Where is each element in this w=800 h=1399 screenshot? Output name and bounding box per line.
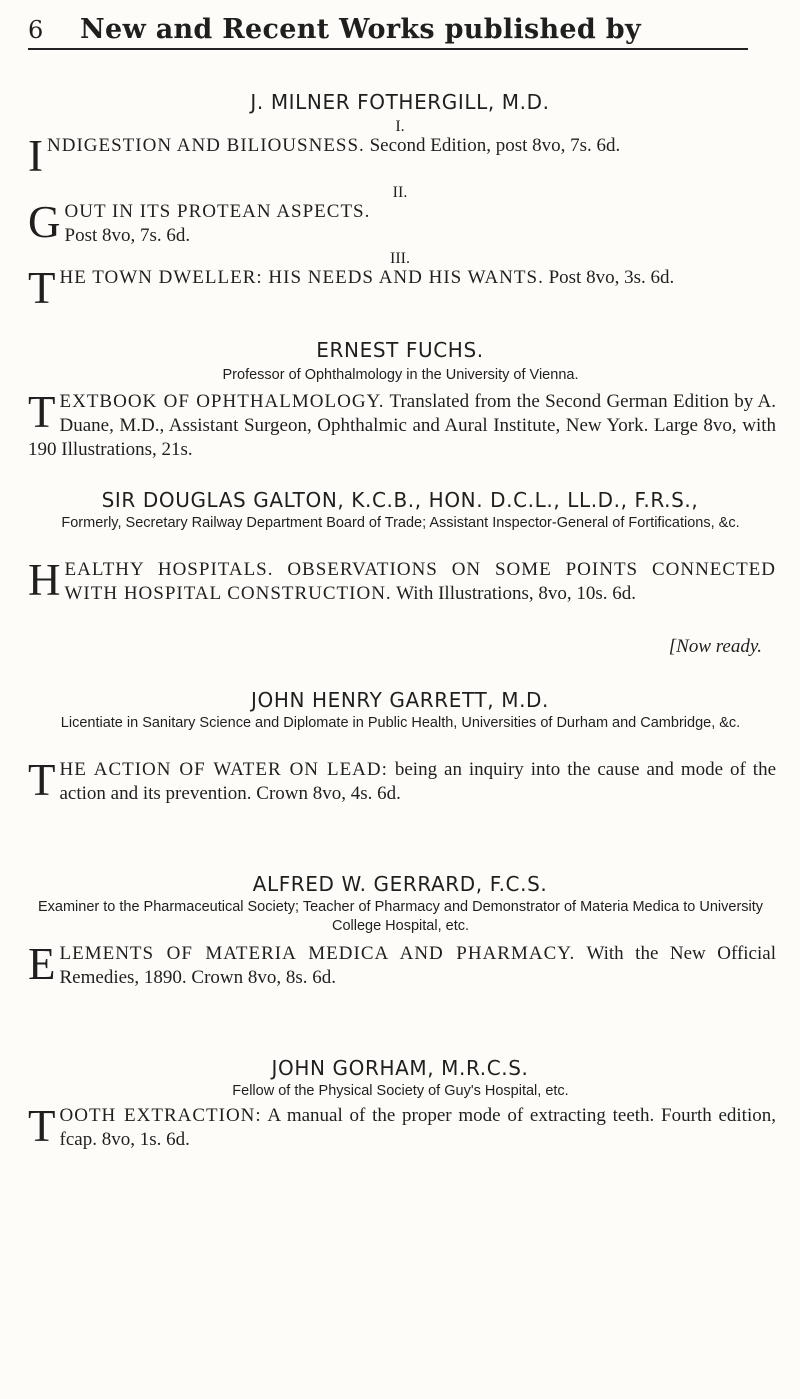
book-details: Post 8vo, 7s. 6d. [64, 225, 191, 246]
book-details: A manual of the proper mode of extracting teeth. Fourth edition, fcap. 8vo, 1s. 6d. [59, 1105, 776, 1150]
work-numeral: III. [390, 250, 410, 267]
author-heading: SIR DOUGLAS GALTON, K.C.B., HON. D.C.L., LL.D., F.R.S., [101, 488, 699, 512]
book-entry [28, 1101, 776, 1152]
book-title: OOTH EXTRACTION: [59, 1105, 262, 1126]
book-title: HE ACTION OF WATER ON LEAD: [59, 759, 388, 780]
drop-cap: T [28, 1101, 56, 1151]
availability-note: [Now ready. [668, 636, 762, 657]
running-title: New and Recent Works published by [80, 14, 641, 45]
page-header [28, 14, 748, 50]
drop-cap: G [28, 197, 61, 247]
drop-cap: T [28, 263, 56, 313]
book-entry [28, 755, 777, 806]
book-details: Translated from the Second German Edition by A. Duane, M.D., Assistant Surgeon, Ophthalmic and Aural Institute, New York. Large 8vo, with 190 Illustrations, 21s. [28, 391, 776, 460]
book-entry [28, 263, 776, 313]
work-numeral: II. [392, 184, 408, 201]
page-number: 6 [28, 16, 44, 44]
book-title: EXTBOOK OF OPHTHALMOLOGY. [59, 391, 385, 412]
drop-cap: I [28, 131, 43, 181]
drop-cap: T [28, 755, 56, 805]
author-heading: JOHN HENRY GARRETT, M.D. [250, 688, 549, 712]
author-heading: ALFRED W. GERRARD, F.C.S. [252, 872, 548, 896]
author-affiliation: Fellow of the Physical Society of Guy's Hospital, etc. [232, 1083, 569, 1099]
author-affiliation: Formerly, Secretary Railway Department Board of Trade; Assistant Inspector-General of Fortifications, &c. [61, 515, 740, 531]
author-affiliation: Examiner to the Pharmaceutical Society; Teacher of Pharmacy and Demonstrator of Materia Medica to University College Hospital, etc. [37, 899, 764, 934]
book-title: NDIGESTION AND BILIOUSNESS. [47, 135, 365, 156]
book-title: OUT IN ITS PROTEAN ASPECTS. [64, 201, 371, 222]
book-details: being an inquiry into the cause and mode of the action and its prevention. Crown 8vo, 4s. 6d. [59, 759, 777, 804]
author-affiliation: Professor of Ophthalmology in the University of Vienna. [222, 367, 579, 383]
author-heading: J. MILNER FOTHERGILL, M.D. [250, 90, 550, 114]
book-details: With Illustrations, 8vo, 10s. 6d. [396, 583, 637, 604]
book-entry [28, 387, 776, 462]
book-entry [28, 131, 776, 181]
work-numeral: I. [395, 118, 405, 135]
book-details: With the New Official Remedies, 1890. Crown 8vo, 8s. 6d. [59, 943, 776, 988]
author-affiliation: Licentiate in Sanitary Science and Diplomate in Public Health, Universities of Durham and Cambridge, &c. [60, 715, 741, 731]
book-title: LEMENTS OF MATERIA MEDICA AND PHARMACY. [59, 943, 576, 964]
book-entry [28, 197, 776, 248]
book-title: EALTHY HOSPITALS. OBSERVATIONS ON SOME POINTS CONNECTED WITH HOSPITAL CONSTRUCTION. [64, 559, 776, 604]
book-title: HE TOWN DWELLER: HIS NEEDS AND HIS WANTS. [59, 267, 544, 288]
drop-cap: T [28, 387, 56, 437]
drop-cap: E [28, 939, 56, 989]
book-details: Post 8vo, 3s. 6d. [548, 267, 675, 288]
author-heading: ERNEST FUCHS. [316, 338, 484, 362]
book-details: Second Edition, post 8vo, 7s. 6d. [369, 135, 621, 156]
book-entry [28, 939, 776, 990]
drop-cap: H [28, 555, 61, 605]
author-heading: JOHN GORHAM, M.R.C.S. [271, 1056, 529, 1080]
book-entry [28, 555, 776, 606]
